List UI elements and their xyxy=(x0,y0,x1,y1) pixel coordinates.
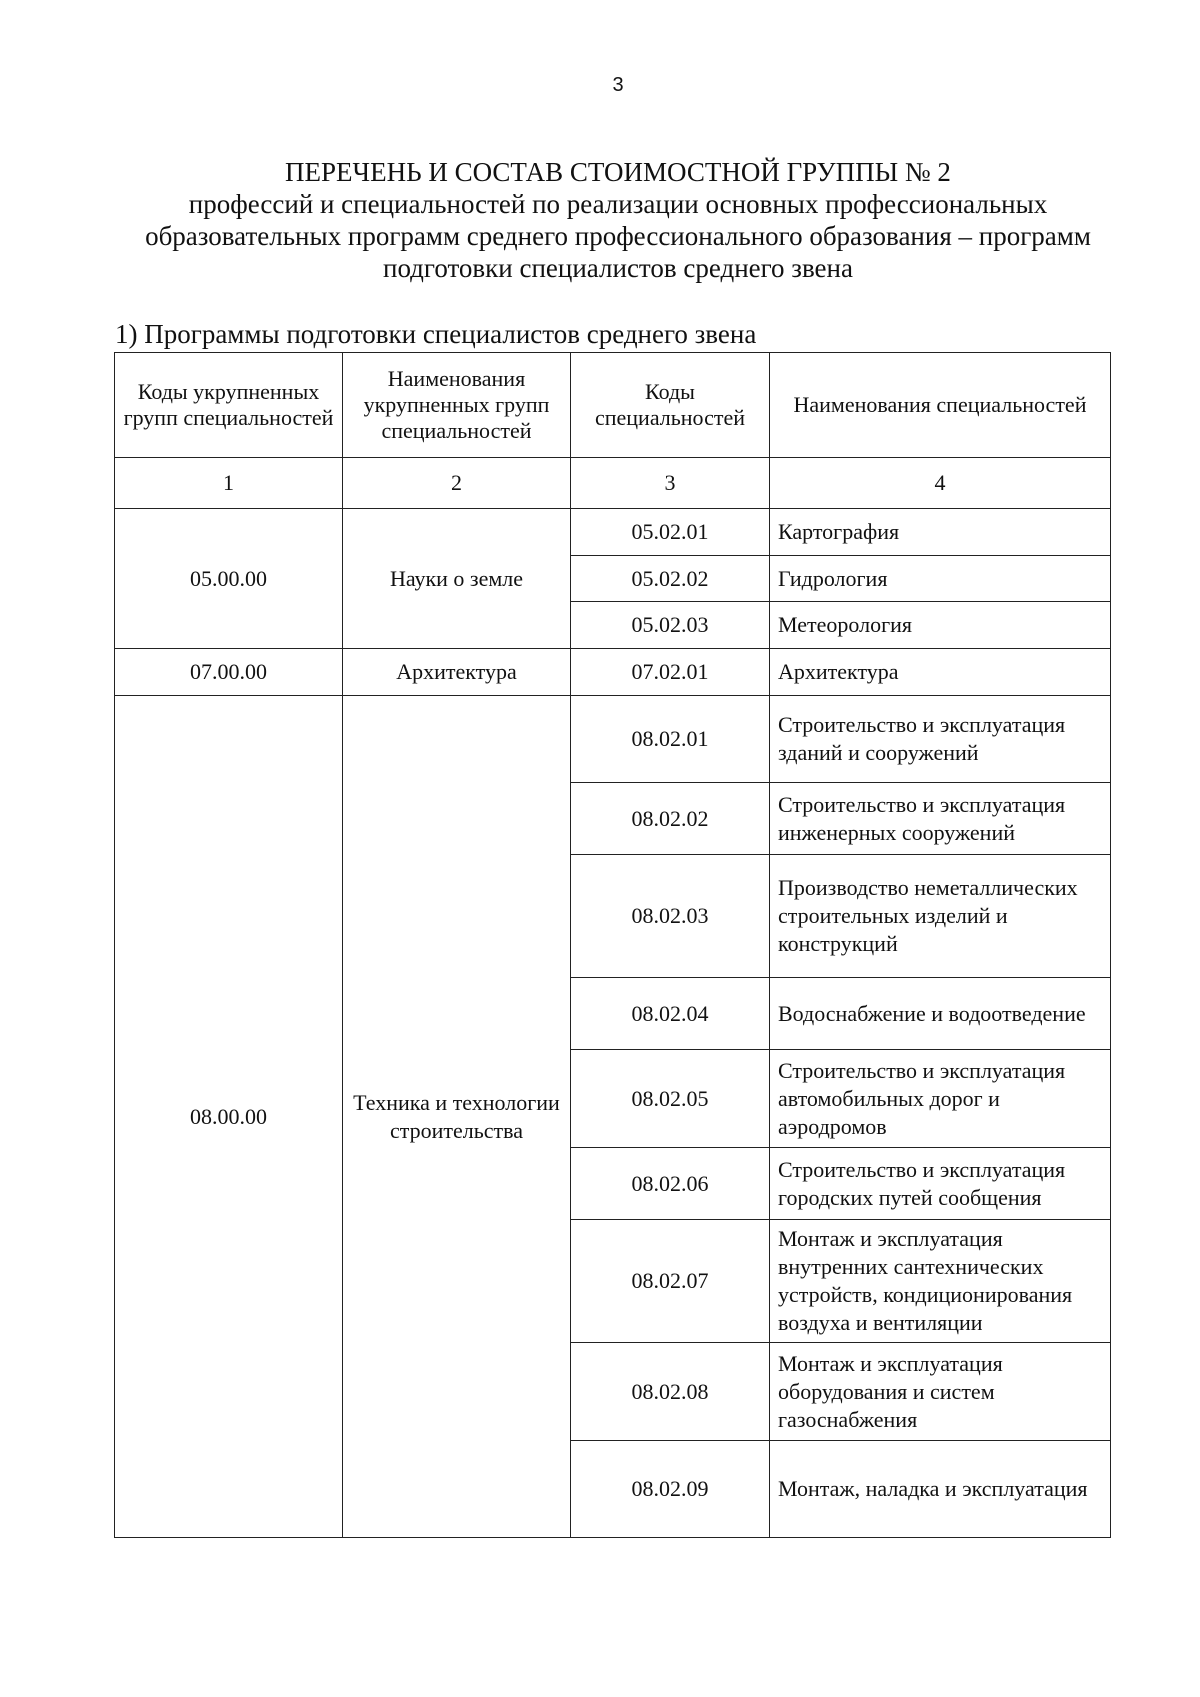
page-number: 3 xyxy=(612,74,624,96)
section-heading: 1) Программы подготовки специалистов среднего звена xyxy=(115,319,757,349)
group-code-cell: 08.00.00 xyxy=(115,696,343,1538)
table-header-row xyxy=(115,353,1111,458)
column-number: 2 xyxy=(343,458,571,509)
specialty-name-cell: Монтаж, наладка и эксплуатация xyxy=(770,1441,1111,1538)
header-specialty-codes: Коды специальностей xyxy=(571,353,770,458)
specialty-code-cell: 05.02.02 xyxy=(571,556,770,602)
table-row xyxy=(115,649,1111,696)
specialty-code-cell: 08.02.05 xyxy=(571,1050,770,1148)
table-row xyxy=(115,696,1111,783)
group-name-cell: Архитектура xyxy=(343,649,571,696)
specialty-name-cell: Метеорология xyxy=(770,602,1111,649)
specialty-name-cell: Монтаж и эксплуатация оборудования и систем газоснабжения xyxy=(770,1343,1111,1441)
title-line-1: ПЕРЕЧЕНЬ И СОСТАВ СТОИМОСТНОЙ ГРУППЫ № 2 xyxy=(285,157,951,187)
title-line-3: образовательных программ среднего профессионального образования – программ xyxy=(145,221,1091,251)
group-code-cell: 05.00.00 xyxy=(115,509,343,649)
title-line-2: профессий и специальностей по реализации основных профессиональных xyxy=(188,189,1048,219)
specialty-name-cell: Производство неметаллических строительных изделий и конструкций xyxy=(770,855,1111,978)
specialty-code-cell: 05.02.03 xyxy=(571,602,770,649)
header-group-names: Наименования укрупненных групп специальностей xyxy=(343,353,571,458)
specialty-code-cell: 08.02.08 xyxy=(571,1343,770,1441)
column-number: 4 xyxy=(770,458,1111,509)
specialty-name-cell: Строительство и эксплуатация городских путей сообщения xyxy=(770,1148,1111,1220)
specialty-code-cell: 05.02.01 xyxy=(571,509,770,556)
document-title xyxy=(100,156,1136,284)
specialties-table xyxy=(114,352,1111,1538)
specialty-name-cell: Строительство и эксплуатация зданий и сооружений xyxy=(770,696,1111,783)
specialty-name-cell: Картография xyxy=(770,509,1111,556)
specialty-code-cell: 08.02.03 xyxy=(571,855,770,978)
specialty-code-cell: 08.02.01 xyxy=(571,696,770,783)
column-number-row xyxy=(115,458,1111,509)
specialty-name-cell: Водоснабжение и водоотведение xyxy=(770,978,1111,1050)
column-number: 3 xyxy=(571,458,770,509)
specialty-name-cell: Гидрология xyxy=(770,556,1111,602)
specialty-code-cell: 08.02.04 xyxy=(571,978,770,1050)
header-specialty-names: Наименования специальностей xyxy=(770,353,1111,458)
group-name-cell: Науки о земле xyxy=(343,509,571,649)
table-row xyxy=(115,509,1111,556)
specialty-code-cell: 08.02.06 xyxy=(571,1148,770,1220)
specialty-code-cell: 08.02.07 xyxy=(571,1220,770,1343)
specialty-code-cell: 08.02.09 xyxy=(571,1441,770,1538)
group-code-cell: 07.00.00 xyxy=(115,649,343,696)
header-group-codes: Коды укрупненных групп специальностей xyxy=(115,353,343,458)
specialty-name-cell: Архитектура xyxy=(770,649,1111,696)
specialty-name-cell: Монтаж и эксплуатация внутренних сантехнических устройств, кондиционирования воздуха и вентиляции xyxy=(770,1220,1111,1343)
title-line-4: подготовки специалистов среднего звена xyxy=(383,253,853,283)
group-name-cell: Техника и технологии строительства xyxy=(343,696,571,1538)
specialty-name-cell: Строительство и эксплуатация автомобильных дорог и аэродромов xyxy=(770,1050,1111,1148)
column-number: 1 xyxy=(115,458,343,509)
specialty-code-cell: 07.02.01 xyxy=(571,649,770,696)
specialty-code-cell: 08.02.02 xyxy=(571,783,770,855)
specialty-name-cell: Строительство и эксплуатация инженерных сооружений xyxy=(770,783,1111,855)
